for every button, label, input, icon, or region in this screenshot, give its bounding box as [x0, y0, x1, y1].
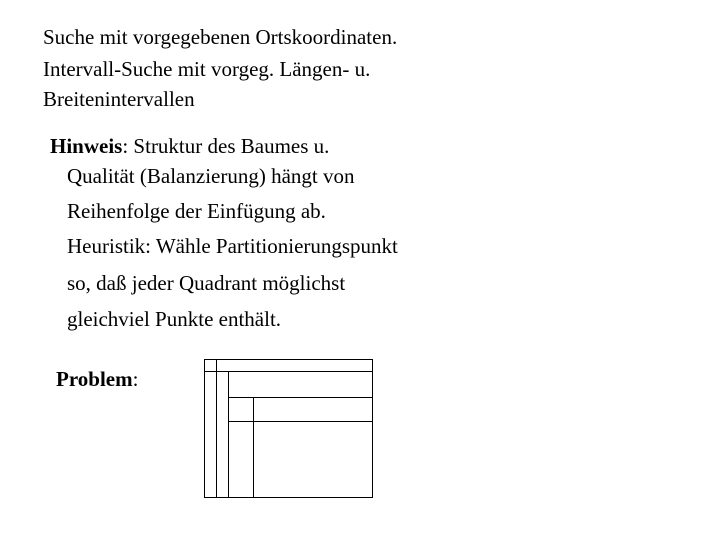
intro-line-2: Intervall-Suche mit vorgeg. Längen- u.: [43, 57, 371, 81]
intro-line-3: Breitenintervallen: [43, 87, 195, 111]
hint-line-3: Heuristik: Wähle Partitionierungspunkt: [67, 234, 398, 258]
hint-line-5: gleichviel Punkte enthält.: [67, 307, 282, 331]
intro-line-1: Suche mit vorgegebenen Ortskoordinaten.: [43, 25, 398, 49]
hint-line-2: Reihenfolge der Einfügung ab.: [67, 199, 326, 223]
hint-heading-text: : Struktur des Baumes u.: [122, 134, 330, 158]
hint-line-1: Qualität (Balanzierung) hängt von: [67, 164, 355, 188]
hint-label: Hinweis: [50, 134, 123, 158]
problem-label: Problem: [56, 367, 133, 391]
partition-outer-box: [205, 360, 373, 498]
hint-line-4: so, daß jeder Quadrant möglichst: [67, 271, 346, 295]
problem-colon: :: [132, 367, 139, 391]
